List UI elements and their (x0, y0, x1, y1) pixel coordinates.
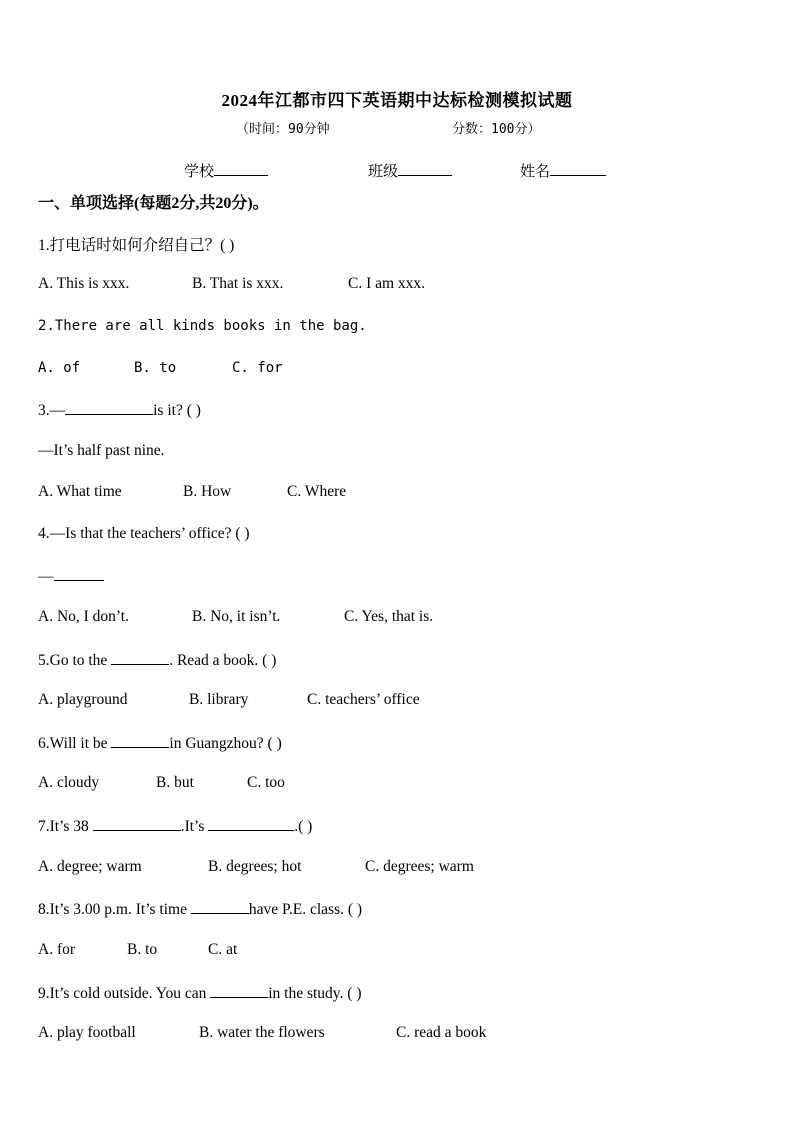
option-c[interactable]: C. Where (287, 483, 347, 500)
name-blank[interactable] (550, 161, 606, 176)
answer-blank[interactable] (191, 899, 249, 914)
option-b[interactable]: B. to (127, 941, 158, 958)
question-7-stem (38, 816, 312, 836)
question-6-stem (38, 733, 282, 753)
stem-part: 9.It’s cold outside. You can (38, 985, 207, 1002)
answer-blank[interactable] (210, 983, 268, 998)
option-a[interactable]: A. of (38, 360, 81, 376)
option-b[interactable]: B. No, it isn’t. (192, 608, 281, 625)
class-field (368, 160, 452, 181)
name-label: 姓名 (520, 164, 551, 180)
stem-part: .It’s (180, 818, 205, 835)
section-heading: 一、单项选择(每题2分,共20分)。 (38, 195, 269, 212)
stem-part: have P.E. class. ( ) (248, 901, 363, 918)
stem-part: . Read a book. ( ) (169, 652, 277, 669)
stem-part: 3.— (38, 402, 66, 419)
question-2-stem: 2.There are all kinds books in the bag. (38, 318, 367, 334)
option-a[interactable]: A. playground (38, 691, 128, 708)
stem-part: in the study. ( ) (268, 985, 362, 1002)
question-9-stem (38, 983, 362, 1003)
option-a[interactable]: A. No, I don’t. (38, 608, 129, 625)
stem-part: 7.It’s 38 (38, 818, 89, 835)
option-b[interactable]: B. but (156, 774, 194, 791)
exam-score: 分数：100分） (452, 122, 541, 137)
question-4-answer-line (38, 566, 104, 586)
question-4-stem: 4.—Is that the teachers’ office? ( ) (38, 525, 250, 542)
answer-blank[interactable] (111, 733, 169, 748)
class-label: 班级 (368, 164, 399, 180)
school-field (184, 160, 268, 181)
option-b[interactable]: B. That is xxx. (192, 275, 284, 292)
name-field (520, 160, 606, 181)
option-b[interactable]: B. to (134, 360, 177, 376)
school-blank[interactable] (214, 161, 268, 176)
answer-blank[interactable] (208, 816, 294, 831)
stem-part: 6.Will it be (38, 735, 108, 752)
question-5-stem (38, 650, 276, 670)
answer-blank[interactable] (54, 566, 104, 581)
option-a[interactable]: A. cloudy (38, 774, 100, 791)
dash: — (38, 568, 54, 585)
option-a[interactable]: A. degree; warm (38, 858, 142, 875)
option-b[interactable]: B. library (189, 691, 249, 708)
answer-blank[interactable] (111, 650, 169, 665)
school-label: 学校 (184, 164, 215, 180)
option-a[interactable]: A. play football (38, 1024, 136, 1041)
class-blank[interactable] (398, 161, 452, 176)
stem-part: in Guangzhou? ( ) (169, 735, 282, 752)
question-1-stem: 1.打电话时如何介绍自己？( ) (38, 237, 235, 254)
option-c[interactable]: C. degrees; warm (365, 858, 474, 875)
exam-time: （时间：90分钟 (236, 122, 330, 137)
option-c[interactable]: C. read a book (396, 1024, 487, 1041)
question-3-stem (38, 400, 201, 420)
stem-part: .( ) (294, 818, 313, 835)
option-c[interactable]: C. for (232, 360, 283, 376)
option-c[interactable]: C. too (247, 774, 285, 791)
option-c[interactable]: C. Yes, that is. (344, 608, 434, 625)
exam-title: 2024年江都市四下英语期中达标检测模拟试题 (221, 91, 573, 110)
stem-part: 5.Go to the (38, 652, 108, 669)
option-b[interactable]: B. How (183, 483, 232, 500)
option-a[interactable]: A. This is xxx. (38, 275, 130, 292)
option-c[interactable]: C. I am xxx. (348, 275, 426, 292)
question-8-stem (38, 899, 362, 919)
option-a[interactable]: A. What time (38, 483, 122, 500)
option-a[interactable]: A. for (38, 941, 76, 958)
question-3-answer-line: —It’s half past nine. (38, 442, 165, 459)
stem-part: is it? ( ) (153, 402, 201, 419)
answer-blank[interactable] (65, 400, 153, 415)
option-c[interactable]: C. at (208, 941, 238, 958)
option-b[interactable]: B. degrees; hot (208, 858, 302, 875)
option-c[interactable]: C. teachers’ office (307, 691, 420, 708)
answer-blank[interactable] (93, 816, 181, 831)
option-b[interactable]: B. water the flowers (199, 1024, 325, 1041)
stem-part: 8.It’s 3.00 p.m. It’s time (38, 901, 187, 918)
